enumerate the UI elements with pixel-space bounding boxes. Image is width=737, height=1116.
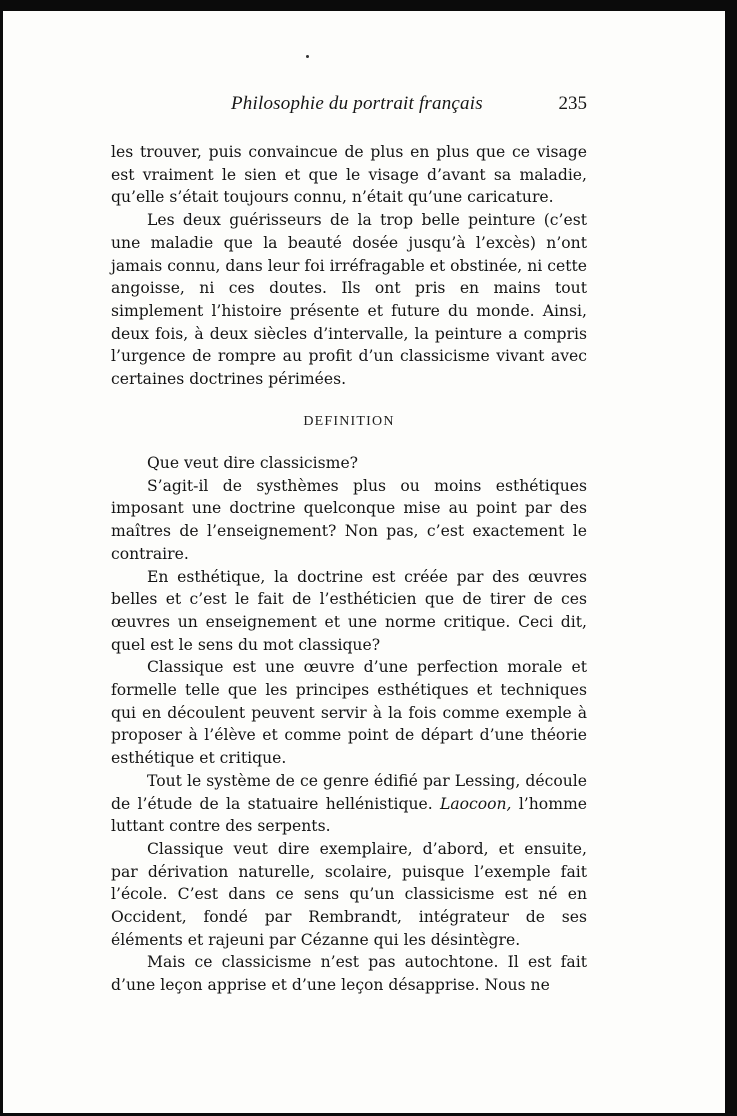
paragraph [111, 770, 587, 838]
italic-title-laocoon: Laocoon, [439, 794, 512, 813]
text-block-after-heading [111, 452, 587, 997]
paragraph: En esthétique, la doctrine est créée par des œuvres belles et c’est le fait de l’esthéticien que de tirer de ces œuvres un enseignement et une norme critique. Ceci dit, quel est le sens du mot classique? [111, 567, 587, 654]
running-head [111, 93, 587, 121]
paragraph: Les deux guérisseurs de la trop belle peinture (c’est une maladie que la beauté dosée jusqu’à l’excès) n’ont jamais connu, dans leur foi irréfragable et obstinée, ni cette angoisse, ni ces doutes. Ils ont pris en mains tout simplement l’histoire présente et future du monde. Ainsi, deux fois, à deux siècles d’intervalle, la peinture a compris l’urgence de rompre au profit d’un classicisme vivant avec certaines doctrines périmées. [111, 211, 587, 389]
paragraph: Classique est une œuvre d’une perfection morale et formelle telle que les principes esthétiques et techniques qui en découlent peuvent servir à la fois comme exemple à proposer à l’élève et comme point de départ d’une théorie esthétique et critique. [111, 658, 587, 768]
paragraph: S’agit-il de systhèmes plus ou moins esthétiques imposant une doctrine quelconque mise au point par des maîtres de l’enseignement? Non pas, c’est exactement le contraire. [111, 476, 587, 563]
paragraph: Classique veut dire exemplaire, d’abord, et ensuite, par dérivation naturelle, scolaire, puisque l’exemple fait l’école. C’est dans ce sens qu’un classicisme est né en Occident, fondé par Rembrandt, intégrateur de ses éléments et rajeuni par Cézanne qui les désintègre. [111, 839, 587, 949]
page-number: 235 [558, 93, 587, 114]
paragraph: Mais ce classicisme n’est pas autochtone. Il est fait d’une leçon apprise et d’une leçon désapprise. Nous ne [111, 953, 587, 995]
paragraph-text: Tout le système de ce genre édifié par Lessing, découle de l’étude de la statuaire hellénistique. [111, 771, 587, 813]
paragraph-text: l’homme luttant contre des serpents. [111, 794, 587, 836]
paragraph: Que veut dire classicisme? [147, 454, 359, 472]
running-title: Philosophie du portrait français [231, 93, 483, 114]
ink-speck [306, 55, 309, 58]
text-block-before-heading [111, 141, 587, 391]
paragraph: les trouver, puis convaincue de plus en plus que ce visage est vraiment le sien et que le visage d’avant sa maladie, qu’elle s’était toujours connu, n’était qu’une caricature. [111, 143, 587, 207]
section-heading: DEFINITION [303, 414, 395, 429]
